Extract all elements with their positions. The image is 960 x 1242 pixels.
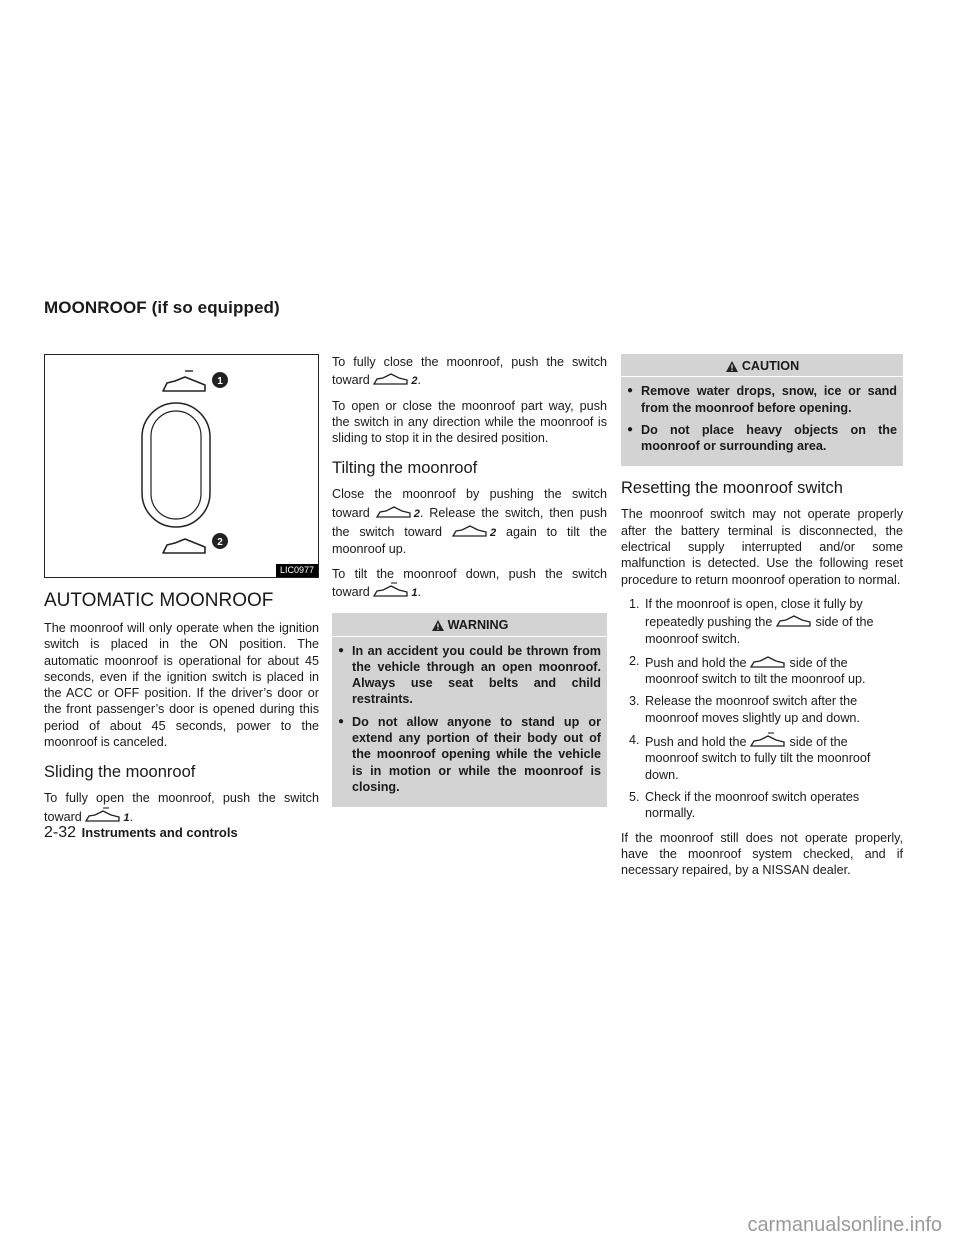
reset-step: 2. Push and hold the side of the moonroof switch to tilt the moonroof up. [629,653,866,687]
watermark: carmanualsonline.info [747,1214,942,1236]
warning-triangle-icon [431,619,445,632]
car-roof-slide-icon [776,612,812,628]
car-roof-slide-icon [750,653,786,669]
caution-header [621,354,903,377]
car-roof-tilt-icon [750,732,786,748]
reset-steps [621,596,903,822]
label-1: 1 [217,376,223,387]
switch-inner [151,411,201,519]
warning-item: ● In an accident you could be thrown from the vehicle through an open moonroof. Always use seat belts and child restraints. [338,643,601,708]
closing-paragraph: If the moonroof still does not operate properly, have the moonroof system checked, and if necessary repaired, by a NISSAN dealer. [621,830,903,878]
page-number: 2-32 [44,824,77,841]
car-roof-tilt-icon [163,371,205,391]
partway-paragraph: To open or close the moonroof part way, push the switch in any direction while the moonroof is sliding to stop it in the desired position. [332,398,607,446]
warning-header [332,613,607,636]
caution-item: ● Remove water drops, snow, ice or sand from the moonroof before opening. [627,383,897,416]
tilt-down-paragraph: To tilt the moonroof down, push the switch toward 1. [332,566,607,599]
intro-paragraph: The moonroof will only operate when the ignition switch is placed in the ON position. The automatic moonroof is operational for about 45 seconds, even if the ignition switch is placed in the ACC or OFF position. If the driver’s door or the front passenger’s door is opened during this period of about 45 seconds, power to the moonroof is canceled. [44,621,319,750]
warning-triangle-icon [725,360,739,373]
moonroof-switch-figure [44,354,319,578]
chapter-title: Instruments and controls [81,825,238,840]
column-2 [332,354,607,817]
warning-title: WARNING [447,618,509,633]
car-roof-slide-icon [373,370,409,386]
tilt-paragraph: Close the moonroof by pushing the switch toward 2. Release the switch, then push the switch toward 2 again to tilt the moonroof up. [332,487,608,557]
car-roof-slide-icon [376,503,412,519]
caution-item: ● Do not place heavy objects on the moonroof or surrounding area. [627,422,897,455]
car-roof-tilt-icon [85,807,121,823]
switch-outer [142,403,210,527]
reset-step: 1. If the moonroof is open, close it fully by repeatedly pushing the side of the moonroof switch. [629,596,874,646]
warning-box [332,613,607,807]
close-paragraph: To fully close the moonroof, push the switch toward 2. [332,355,607,388]
reset-heading: Resetting the moonroof switch [621,479,843,498]
page-footer [44,824,238,842]
car-roof-tilt-icon [373,582,409,598]
reset-intro: The moonroof switch may not operate properly after the battery terminal is disconnected, the electrical supply interrupted and/or some malfunction is detected. Use the following reset procedure to return moonroof operation to normal. [621,507,903,587]
sliding-open-paragraph: To fully open the moonroof, push the switch toward 1. [44,790,319,826]
column-1 [44,354,319,834]
moonroof-switch-diagram [45,355,318,577]
caution-title: CAUTION [741,359,800,373]
car-roof-slide-icon [452,522,488,538]
tilting-heading: Tilting the moonroof [332,459,478,478]
ref-number: 1 [123,811,130,824]
section-title: MOONROOF (if so equipped) [44,298,280,317]
sliding-heading: Sliding the moonroof [44,763,196,782]
car-roof-slide-icon [163,539,205,553]
automatic-moonroof-heading: AUTOMATIC MOONROOF [44,590,274,611]
reset-step: 5. Check if the moonroof switch operates normally. [629,789,860,821]
reset-step: 4. Push and hold the side of the moonroof switch to fully tilt the moonroof down. [629,733,871,782]
column-3 [621,354,903,886]
caution-box [621,354,903,466]
warning-item: ● Do not allow anyone to stand up or extend any portion of their body out of the moonroof opening while the vehicle is in motion or while the moonroof is closing. [338,714,601,795]
reset-step: 3. Release the moonroof switch after the moonroof moves slightly up and down. [629,694,860,725]
label-2: 2 [217,537,223,548]
figure-code: LIC0977 [276,564,318,577]
